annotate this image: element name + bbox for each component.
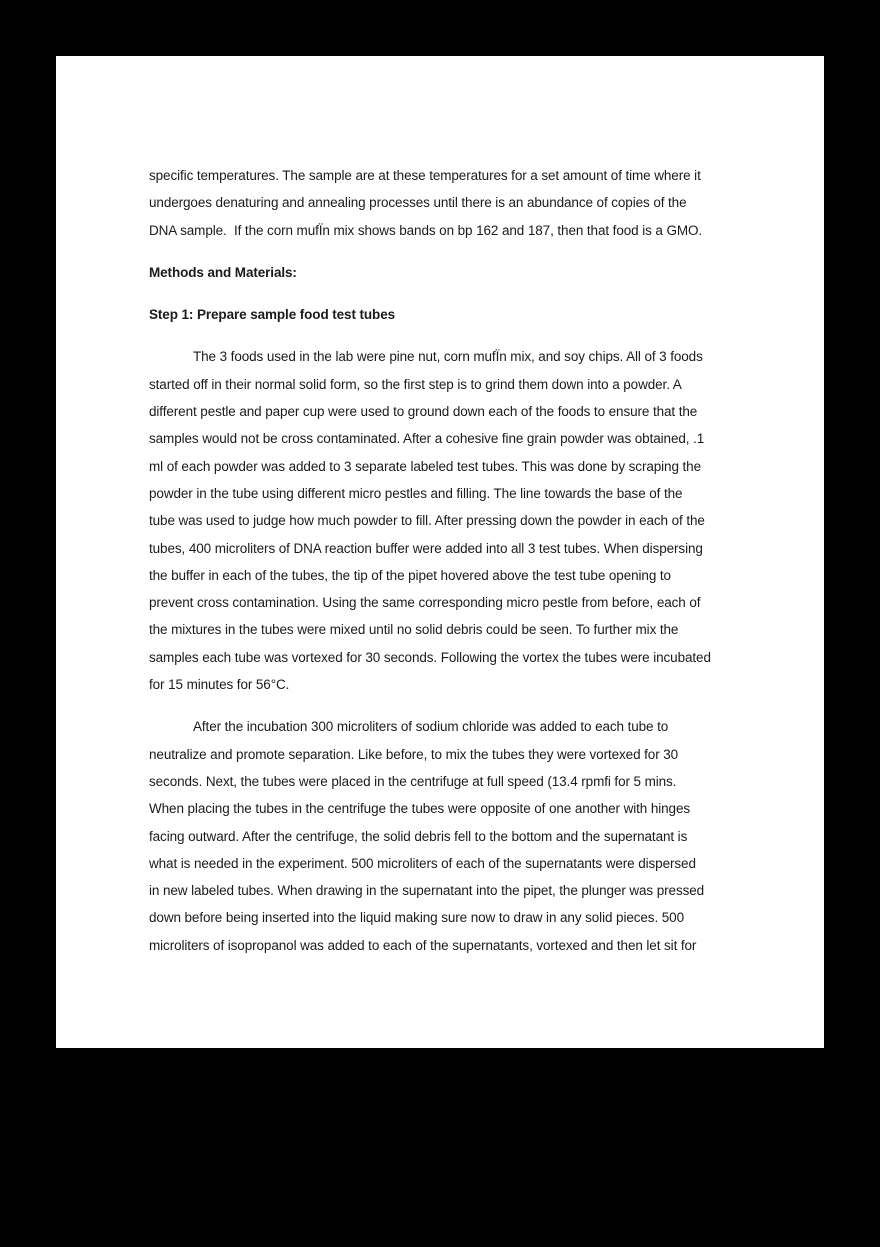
text-line: down before being inserted into the liquid making sure now to draw in any solid pieces. 500 [149, 910, 684, 926]
section-heading: Step 1: Prepare sample food test tubes [149, 307, 396, 323]
text-line: tubes, 400 microliters of DNA reaction buffer were added into all 3 test tubes. When dispersing [149, 540, 703, 556]
section-heading: Methods and Materials: [149, 264, 297, 280]
text-line: samples would not be cross contaminated. After a cohesive fine grain powder was obtained, .1 [149, 431, 705, 447]
text-line: tube was used to judge how much powder to fill. After pressing down the powder in each of the [149, 513, 705, 529]
text-line: undergoes denaturing and annealing processes until there is an abundance of copies of the [149, 195, 687, 211]
document-body [149, 162, 739, 974]
text-line: the mixtures in the tubes were mixed until no solid debris could be seen. To further mix the [149, 622, 679, 638]
text-line: specific temperatures. The sample are at these temperatures for a set amount of time where it [149, 168, 701, 183]
text-line: facing outward. After the centrifuge, the solid debris fell to the bottom and the supernatant is [149, 828, 688, 844]
text-line: different pestle and paper cup were used to ground down each of the foods to ensure that the [149, 404, 698, 420]
text-line: prevent cross contamination. Using the same corresponding micro pestle from before, each of [149, 595, 701, 611]
paragraph [149, 713, 739, 959]
text-line: After the incubation 300 microliters of sodium chloride was added to each tube to [193, 719, 669, 735]
text-line: neutralize and promote separation. Like before, to mix the tubes they were vortexed for 30 [149, 746, 679, 762]
document-page [56, 56, 824, 1048]
text-line: in new labeled tubes. When drawing in the supernatant into the pipet, the plunger was pressed [149, 883, 705, 899]
text-line: seconds. Next, the tubes were placed in the centrifuge at full speed (13.4 rpmfi for 5 mins. [149, 773, 677, 789]
text-line: microliters of isopropanol was added to each of the supernatants, vortexed and then let sit for [149, 937, 697, 953]
text-line: started off in their normal solid form, so the first step is to grind them down into a powder. A [149, 376, 682, 392]
text-line: for 15 minutes for 56°C. [149, 677, 290, 693]
text-line: DNA sample. If the corn mufÏn mix shows bands on bp 162 and 187, then that food is a GMO. [149, 222, 703, 238]
text-line: When placing the tubes in the centrifuge the tubes were opposite of one another with hinges [149, 801, 691, 817]
text-line: samples each tube was vortexed for 30 seconds. Following the vortex the tubes were incubated [149, 649, 711, 665]
text-line: The 3 foods used in the lab were pine nut, corn mufÏn mix, and soy chips. All of 3 foods [193, 349, 703, 365]
text-line: powder in the tube using different micro pestles and filling. The line towards the base of the [149, 485, 683, 501]
text-line: ml of each powder was added to 3 separate labeled test tubes. This was done by scraping the [149, 458, 701, 474]
paragraph [149, 343, 739, 698]
text-line: the buffer in each of the tubes, the tip of the pipet hovered above the test tube opening to [149, 567, 671, 583]
text-line: what is needed in the experiment. 500 microliters of each of the supernatants were dispersed [149, 855, 696, 871]
paragraph [149, 162, 739, 244]
